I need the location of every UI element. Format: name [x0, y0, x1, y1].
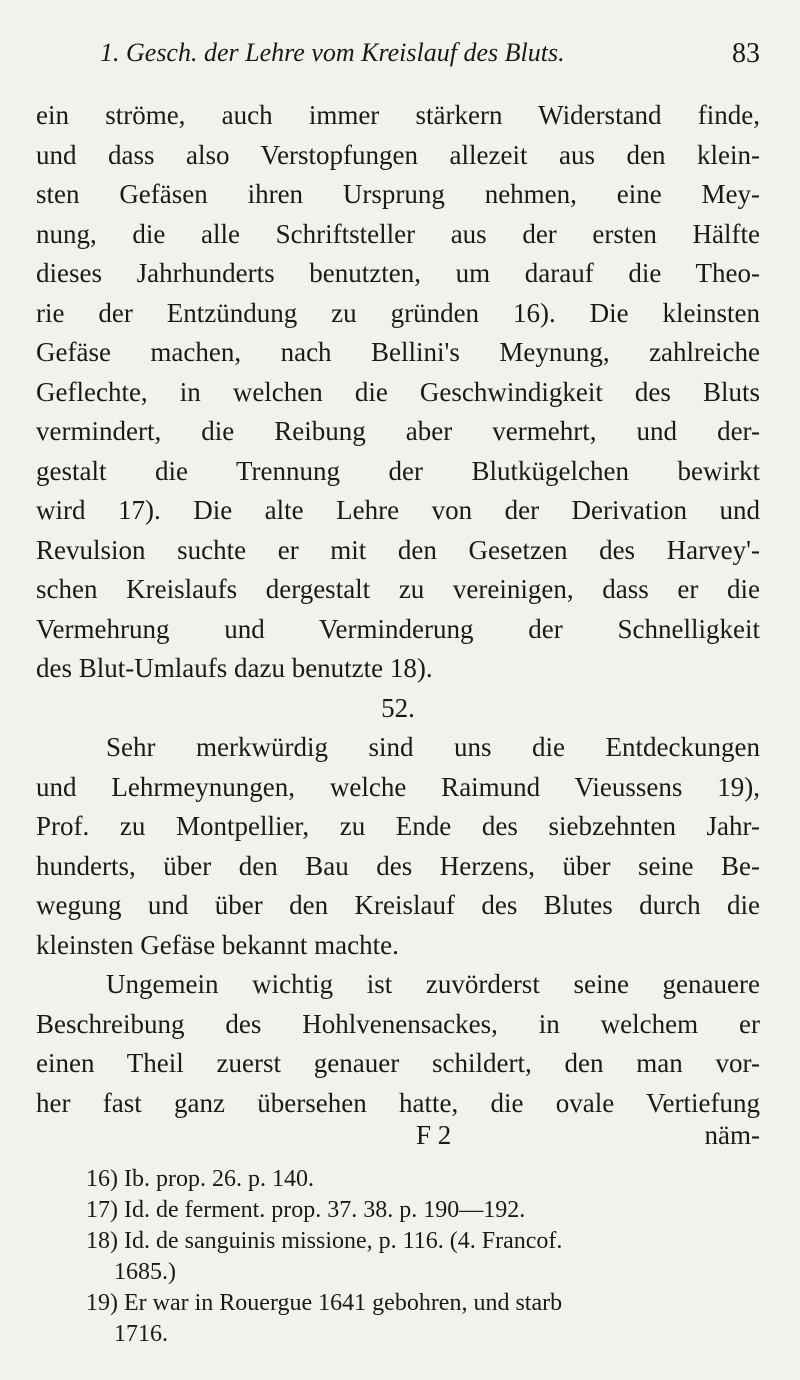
footnote-continuation: 1685.)	[114, 1259, 176, 1285]
text-line: nung, die alle Schriftsteller aus der ersten Hälfte	[36, 218, 760, 249]
text-line: Sehr merkwürdig sind uns die Entdeckungen	[106, 732, 760, 762]
footnote-continuation: 1716.	[114, 1321, 168, 1347]
footnote: 19) Er war in Rouergue 1641 gebohren, und starb	[86, 1290, 563, 1316]
text-line: Prof. zu Montpellier, zu Ende des siebzehnten Jahr-	[36, 811, 760, 841]
text-line: gestalt die Trennung der Blutkügelchen bewirkt	[36, 455, 760, 486]
text-line: rie der Entzündung zu gründen 16). Die kleinsten	[36, 297, 760, 328]
catchword: näm-	[704, 1120, 760, 1150]
footnotes	[86, 1164, 766, 1350]
running-header	[100, 38, 760, 82]
main-text	[36, 96, 760, 1123]
signature-mark: F 2	[416, 1120, 452, 1150]
signature-line	[36, 1120, 760, 1160]
text-line: und dass also Verstopfungen allezeit aus den klein-	[36, 139, 760, 170]
text-line: dieses Jahrhunderts benutzten, um darauf die Theo-	[36, 258, 760, 288]
text-line: Beschreibung des Hohlvenensackes, in welchem er	[36, 1008, 760, 1039]
text-line: hunderts, über den Bau des Herzens, über seine Be-	[36, 850, 760, 881]
footnote: 18) Id. de sanguinis missione, p. 116. (4. Francof.	[86, 1228, 563, 1254]
section-number: 52.	[381, 692, 415, 723]
text-line: und Lehrmeynungen, welche Raimund Vieussens 19),	[36, 771, 760, 802]
text-line: Gefäse machen, nach Bellini's Meynung, zahlreiche	[36, 337, 760, 367]
running-title: 1. Gesch. der Lehre vom Kreislauf des Bluts.	[100, 38, 565, 67]
page-number: 83	[732, 38, 760, 69]
text-line: her fast ganz übersehen hatte, die ovale Vertiefung	[36, 1087, 760, 1118]
text-line: des Blut-Umlaufs dazu benutzte 18).	[36, 653, 433, 683]
footnote: 16) Ib. prop. 26. p. 140.	[86, 1166, 314, 1192]
text-line: einen Theil zuerst genauer schildert, den man vor-	[36, 1048, 760, 1078]
footnote: 17) Id. de ferment. prop. 37. 38. p. 190—192.	[86, 1197, 526, 1223]
text-line: kleinsten Gefäse bekannt machte.	[36, 929, 399, 960]
text-line: Revulsion suchte er mit den Gesetzen des Harvey'-	[36, 534, 760, 565]
text-line: schen Kreislaufs dergestalt zu vereinigen, dass er die	[36, 574, 760, 604]
text-line: Geflechte, in welchen die Geschwindigkeit des Bluts	[36, 376, 760, 407]
text-line: Ungemein wichtig ist zuvörderst seine genauere	[106, 969, 760, 999]
text-line: Vermehrung und Verminderung der Schnelligkeit	[36, 613, 760, 644]
text-line: sten Gefäsen ihren Ursprung nehmen, eine Mey-	[36, 179, 760, 209]
text-line: vermindert, die Reibung aber vermehrt, und der-	[36, 416, 760, 446]
text-line: wird 17). Die alte Lehre von der Derivation und	[36, 495, 760, 525]
text-line: ein ströme, auch immer stärkern Widerstand finde,	[36, 100, 760, 130]
text-line: wegung und über den Kreislauf des Blutes durch die	[36, 890, 760, 920]
